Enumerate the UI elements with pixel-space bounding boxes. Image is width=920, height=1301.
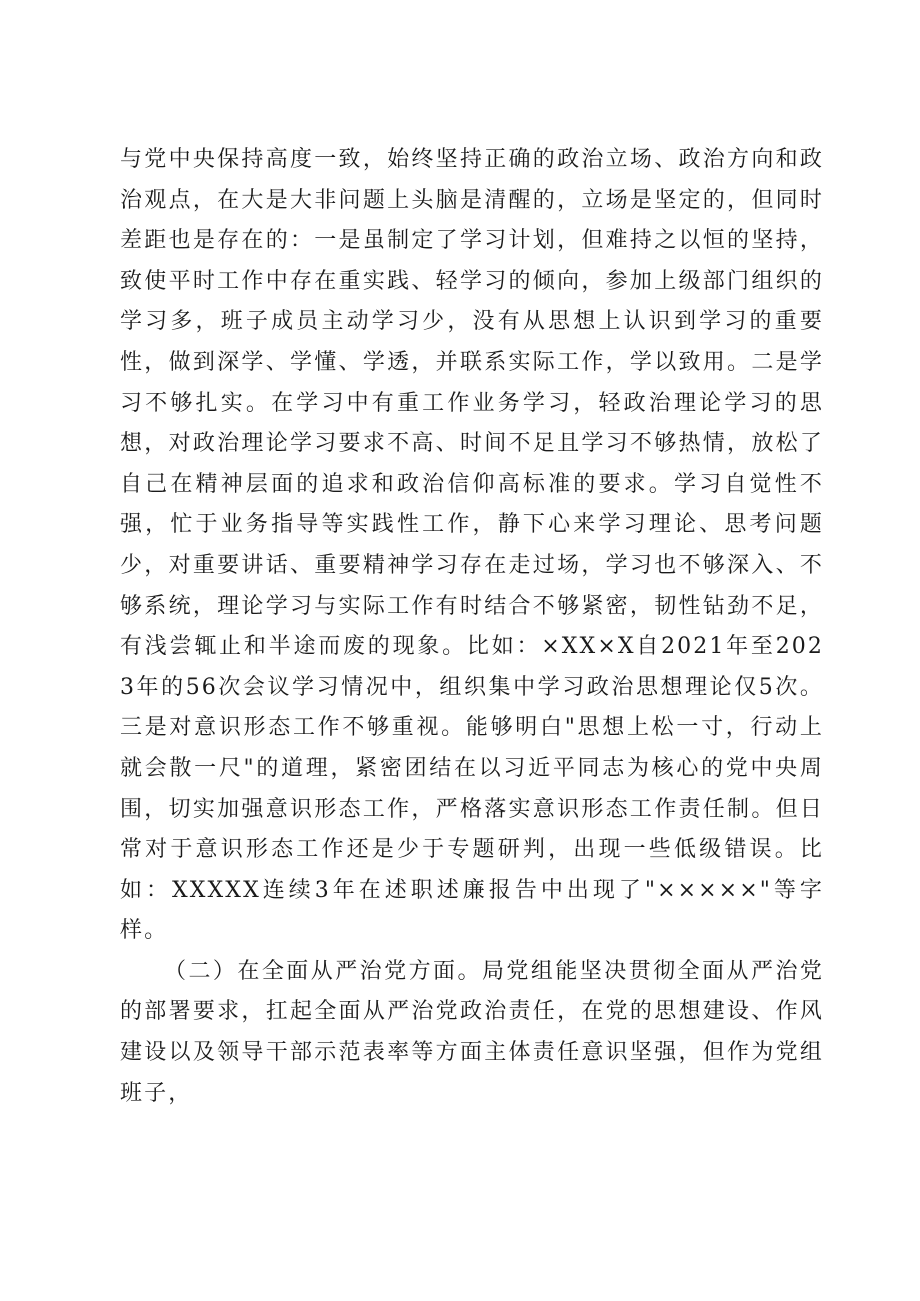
document-body [120, 140, 824, 1114]
paragraph-study-deficiencies: 与党中央保持高度一致，始终坚持正确的政治立场、政治方向和政治观点，在大是大非问题上头脑是清醒的，立场是坚定的，但同时差距也是存在的：一是虽制定了学习计划，但难持之以恒的坚持，致使平时工作中存在重实践、轻学习的倾向，参加上级部门组织的学习多，班子成员主动学习少，没有从思想上认识到学习的重要性，做到深学、学懂、学透，并联系实际工作，学以致用。二是学习不够扎实。在学习中有重工作业务学习，轻政治理论学习的思想，对政治理论学习要求不高、时间不足且学习不够热情，放松了自己在精神层面的追求和政治信仰高标准的要求。学习自觉性不强，忙于业务指导等实践性工作，静下心来学习理论、思考问题少，对重要讲话、重要精神学习存在走过场，学习也不够深入、不够系统，理论学习与实际工作有时结合不够紧密，韧性钻劲不足，有浅尝辄止和半途而废的现象。比如：×XX×X自2021年至2023年的56次会议学习情况中，组织集中学习政治思想理论仅5次。三是对意识形态工作不够重视。能够明白"思想上松一寸，行动上就会散一尺"的道理，紧密团结在以习近平同志为核心的党中央周围，切实加强意识形态工作，严格落实意识形态工作责任制。但日常对于意识形态工作还是少于专题研判，出现一些低级错误。比如：XXXXX连续3年在述职述廉报告中出现了"×××××"等字样。 [120, 147, 824, 944]
paragraph-party-governance: （二）在全面从严治党方面。局党组能坚决贯彻全面从严治党的部署要求，扛起全面从严治党政治责任，在党的思想建设、作风建设以及领导干部示范表率等方面主体责任意识坚强，但作为党组班子， [120, 958, 824, 1106]
